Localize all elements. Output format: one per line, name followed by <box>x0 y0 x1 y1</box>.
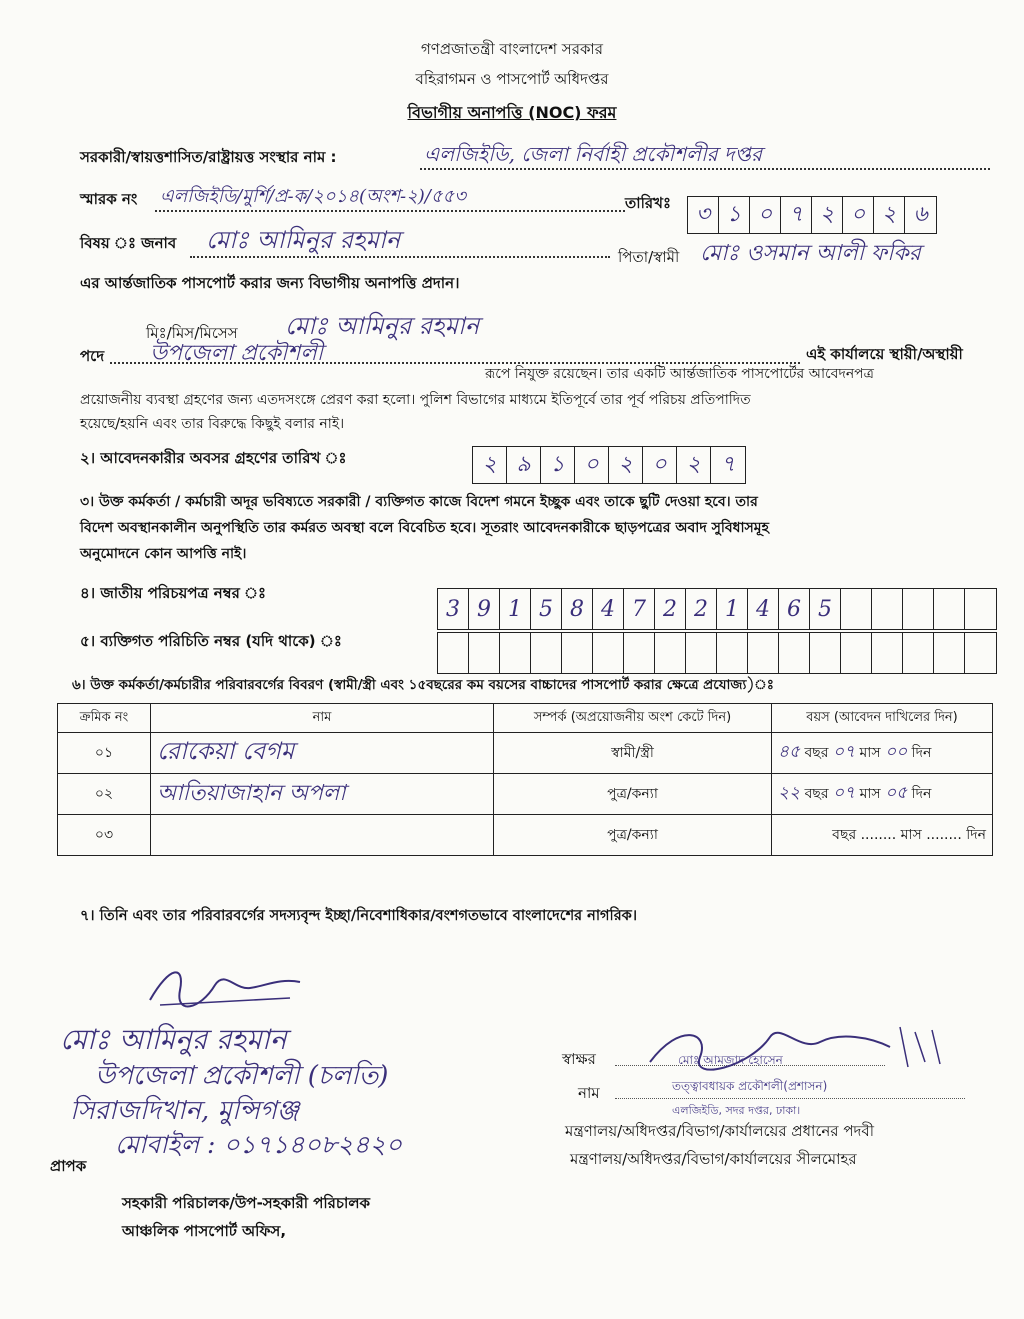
item3-line3: অনুমোদনে কোন আপত্তি নাই। <box>80 546 247 562</box>
memo-date-boxes <box>687 196 937 234</box>
nid-digit: 7 <box>624 589 655 629</box>
pin-box <box>655 633 686 673</box>
retirement-digit: ০ <box>643 447 677 483</box>
stamp-office: এলজিইডি, সদর দপ্তর, ঢাকা। <box>672 1104 801 1117</box>
retirement-date-boxes <box>472 446 746 484</box>
applicant-location: সিরাজদিখান, মুন্সিগঞ্জ <box>70 1096 300 1126</box>
pin-box <box>810 633 841 673</box>
para1-line2: প্রয়োজনীয় ব্যবস্থা গ্রহণের জন্য এতদসংঙ্গে প্রেরণ করা হলো। পুলিশ বিভাগের মাধ্যমে ইতিপূর্বে তার পূর্ব পরিচয় প্রতিপাদিত <box>80 392 751 408</box>
nid-digit: 6 <box>779 589 810 629</box>
age-year-label: বছর <box>832 827 857 843</box>
nid-digit <box>934 589 965 629</box>
pin-box <box>872 633 903 673</box>
age-day-label: দিন <box>966 827 986 843</box>
org-value: এলজিইডি, জেলা নির্বাহী প্রকৌশলীর দপ্তর <box>424 142 762 166</box>
retirement-digit: ২ <box>609 447 643 483</box>
row-age <box>772 733 993 774</box>
row-serial: ০১ <box>58 733 151 774</box>
subject-line2: এর আর্ন্তজাতিক পাসপোর্ট করার জন্য বিভাগীয় অনাপত্তি প্রদান। <box>80 274 460 292</box>
age-day-label: দিন <box>911 786 932 802</box>
row-serial: ০৩ <box>58 815 151 856</box>
age-month-label: মাস <box>900 827 922 843</box>
retirement-digit: ০ <box>575 447 609 483</box>
pin-box <box>686 633 717 673</box>
pin-box <box>717 633 748 673</box>
post-value: উপজেলা প্রকৌশলী <box>150 341 324 366</box>
sign-label: স্বাক্ষর <box>562 1050 596 1068</box>
nid-digit: 8 <box>562 589 593 629</box>
recipient-line1: সহকারী পরিচালক/উপ-সহকারী পরিচালক <box>122 1194 371 1212</box>
pin-box <box>748 633 779 673</box>
pin-box <box>965 633 996 673</box>
nid-digit: 9 <box>469 589 500 629</box>
recipient-line2: আঞ্চলিক পাসপোর্ট অফিস, <box>122 1222 287 1240</box>
nid-boxes <box>437 588 997 630</box>
age-year-label: বছর <box>804 786 829 802</box>
office-status: এই কার্যালয়ে স্থায়ী/অস্থায়ী <box>806 345 963 363</box>
memo-label: স্মারক নং <box>80 190 138 208</box>
col-name: নাম <box>151 704 494 733</box>
retirement-digit: ৭ <box>720 451 736 477</box>
row-age <box>772 774 993 815</box>
seal-label: মন্ত্রণালয়/অধিদপ্তর/বিভাগ/কার্যালয়ের সীলমোহর <box>570 1150 857 1168</box>
applicant-mobile: মোবাইল : ০১৭১৪০৮২৪২০ <box>115 1130 403 1159</box>
row-relation: পুত্র/কন্যা <box>494 815 772 856</box>
age-months: ০৭ <box>832 742 856 762</box>
age-days: ০০ <box>885 742 908 762</box>
designation-label: মন্ত্রণালয়/অধিদপ্তর/বিভাগ/কার্যালয়ের প্রধানের পদবী <box>565 1122 875 1140</box>
date-digit: ০ <box>750 197 781 233</box>
pin-box <box>562 633 593 673</box>
item3-line1: ৩। উক্ত কর্মকর্তা / কর্মচারী অদূর ভবিষ্যতে সরকারী / ব্যক্তিগত কাজে বিদেশ গমনে ইচ্ছুক এবং তাকে ছুটি দেওয়া হবে। তার <box>80 494 758 510</box>
applicant-post: উপজেলা প্রকৌশলী (চলতি) <box>95 1061 389 1091</box>
nid-digit: 2 <box>655 589 686 629</box>
date-digit: ২ <box>874 197 905 233</box>
age-years: ৪৫ <box>778 742 801 762</box>
recipient-label: প্রাপক <box>50 1157 87 1175</box>
row-relation: পুত্র/কন্যা <box>494 774 772 815</box>
row-name: রোকেয়া বেগম <box>151 733 494 774</box>
col-serial: ক্রমিক নং <box>58 704 151 733</box>
para1-line3: হয়েছে/হয়নি এবং তার বিরুদ্ধে কিছুই বলার নাই। <box>80 416 345 432</box>
age-year-label: বছর <box>804 745 829 761</box>
government-title: গণপ্রজাতন্ত্রী বাংলাদেশ সরকার <box>420 40 604 58</box>
pin-box <box>903 633 934 673</box>
retirement-digit: ৯ <box>507 447 541 483</box>
col-relation: সম্পর্ক (অপ্রয়োজনীয় অংশ কেটে দিন) <box>494 704 772 733</box>
retirement-digit: ২ <box>473 447 507 483</box>
row-serial: ০২ <box>58 774 151 815</box>
table-row <box>58 733 993 774</box>
pin-box <box>624 633 655 673</box>
pin-box <box>779 633 810 673</box>
father-name: মোঃ ওসমান আলী ফকির <box>700 241 921 266</box>
row-relation: স্বামী/স্ত্রী <box>494 733 772 774</box>
memo-date-label: তারিখঃ <box>625 194 671 212</box>
nid-label: ৪। জাতীয় পরিচয়পত্র নম্বর ঃ <box>80 584 267 602</box>
nid-digit: 5 <box>531 589 562 629</box>
nid-digit <box>903 589 934 629</box>
pin-box <box>934 633 965 673</box>
citizenship-statement: ৭। তিনি এবং তার পরিবারবর্গের সদস্যবৃন্দ ইচ্ছা/নিবেশাধিকার/বংশগতভাবে বাংলাদেশের নাগরিক। <box>80 908 638 924</box>
subject-label: বিষয় ঃ জনাব <box>80 234 177 252</box>
pin-boxes <box>437 632 997 674</box>
nid-digit <box>872 589 903 629</box>
table-row <box>58 774 993 815</box>
retirement-digit: ১ <box>541 447 575 483</box>
applicant-signature <box>140 960 310 1020</box>
item3-line2: বিদেশ অবস্থানকালীন অনুপস্থিতি তার কর্মরত অবস্থা বলে বিবেচিত হবে। সূতরাং আবেদনকারীকে ছাড়পত্রের অবাদ সুবিধাসমূহ <box>80 520 769 536</box>
date-digit: ৭ <box>781 197 812 233</box>
pin-box <box>593 633 624 673</box>
age-days: ০৫ <box>885 783 908 803</box>
nid-digit <box>965 589 996 629</box>
retirement-digit: ২ <box>677 447 711 483</box>
title-label: মিঃ/মিস/মিসেস <box>146 324 238 342</box>
post-label: পদে <box>80 347 105 365</box>
name-dotted-line <box>615 1098 965 1099</box>
nid-digit <box>841 589 872 629</box>
nid-digit: 5 <box>810 589 841 629</box>
para1-name: মোঃ আমিনুর রহমান <box>285 312 480 340</box>
table-row <box>58 815 993 856</box>
date-digit: ৩ <box>688 197 719 233</box>
col-age: বয়স (আবেদন দাখিলের দিন) <box>772 704 993 733</box>
age-month-label: মাস <box>859 786 881 802</box>
date-digit: ১ <box>719 197 750 233</box>
para1-line1-mid: রূপে নিযুক্ত রয়েছেন। তার একটি আর্ন্তজাতিক পাসপোর্টের আবেদনপত্র <box>485 366 874 382</box>
nid-digit: 3 <box>438 589 469 629</box>
nid-digit: 1 <box>500 589 531 629</box>
applicant-name: মোঃ আমিনুর রহমান <box>60 1023 287 1056</box>
nid-digit: 4 <box>593 589 624 629</box>
nid-digit: 1 <box>717 589 748 629</box>
memo-value: এলজিইডি/মুর্শি/প্র-ক/২০১৪(অংশ-২)/৫৫৩ <box>160 186 466 207</box>
age-month-label: মাস <box>859 745 881 761</box>
nid-digit: 2 <box>686 589 717 629</box>
family-label: ৬। উক্ত কর্মকর্তা/কর্মচারীর পরিবারবর্গের বিবরণ (স্বামী/স্ত্রী এবং ১৫বছরের কম বয়সের বাচ্চাদের পাসপোর্ট করার ক্ষেত্রে প্রযোজ্য)ঃ <box>72 677 774 693</box>
stamp-title: তত্ত্বাবধায়ক প্রকৌশলী(প্রশাসন) <box>672 1079 828 1093</box>
age-months: ০৭ <box>833 783 856 803</box>
retirement-label: ২। আবেদনকারীর অবসর গ্রহণের তারিখ ঃ <box>80 449 347 467</box>
row-name <box>151 815 494 856</box>
pin-box <box>438 633 469 673</box>
age-day-label: দিন <box>911 745 932 761</box>
pin-box <box>500 633 531 673</box>
date-digit: ২ <box>812 197 843 233</box>
date-digit: ০ <box>843 197 874 233</box>
name-label: নাম <box>578 1084 600 1102</box>
date-digit: ৬ <box>913 201 928 227</box>
row-name: আতিয়াজাহান অপলা <box>151 774 494 815</box>
pin-box <box>841 633 872 673</box>
family-table-header <box>58 704 993 733</box>
subject-name: মোঃ আমিনুর রহমান <box>206 226 401 254</box>
nid-digit: 4 <box>748 589 779 629</box>
father-label: পিতা/স্বামী <box>618 248 680 266</box>
org-label: সরকারী/স্বায়ত্তশাসিত/রাষ্ট্রায়ত্ত সংস্থার নাম : <box>80 148 337 166</box>
form-title: বিভাগীয় অনাপত্তি (NOC) ফরম <box>407 103 617 122</box>
pin-box <box>531 633 562 673</box>
stamp-name: মোঃ আমজাদ হোসেন <box>678 1053 783 1067</box>
pin-label: ৫। ব্যক্তিগত পরিচিতি নম্বর (যদি থাকে) ঃ <box>80 632 342 650</box>
department-title: বহিরাগমন ও পাসপোর্ট অধিদপ্তর <box>415 70 609 88</box>
row-age: বছর ........ মাস ........ দিন <box>772 815 993 856</box>
family-table <box>57 703 993 856</box>
pin-box <box>469 633 500 673</box>
age-years: ২২ <box>778 783 801 803</box>
